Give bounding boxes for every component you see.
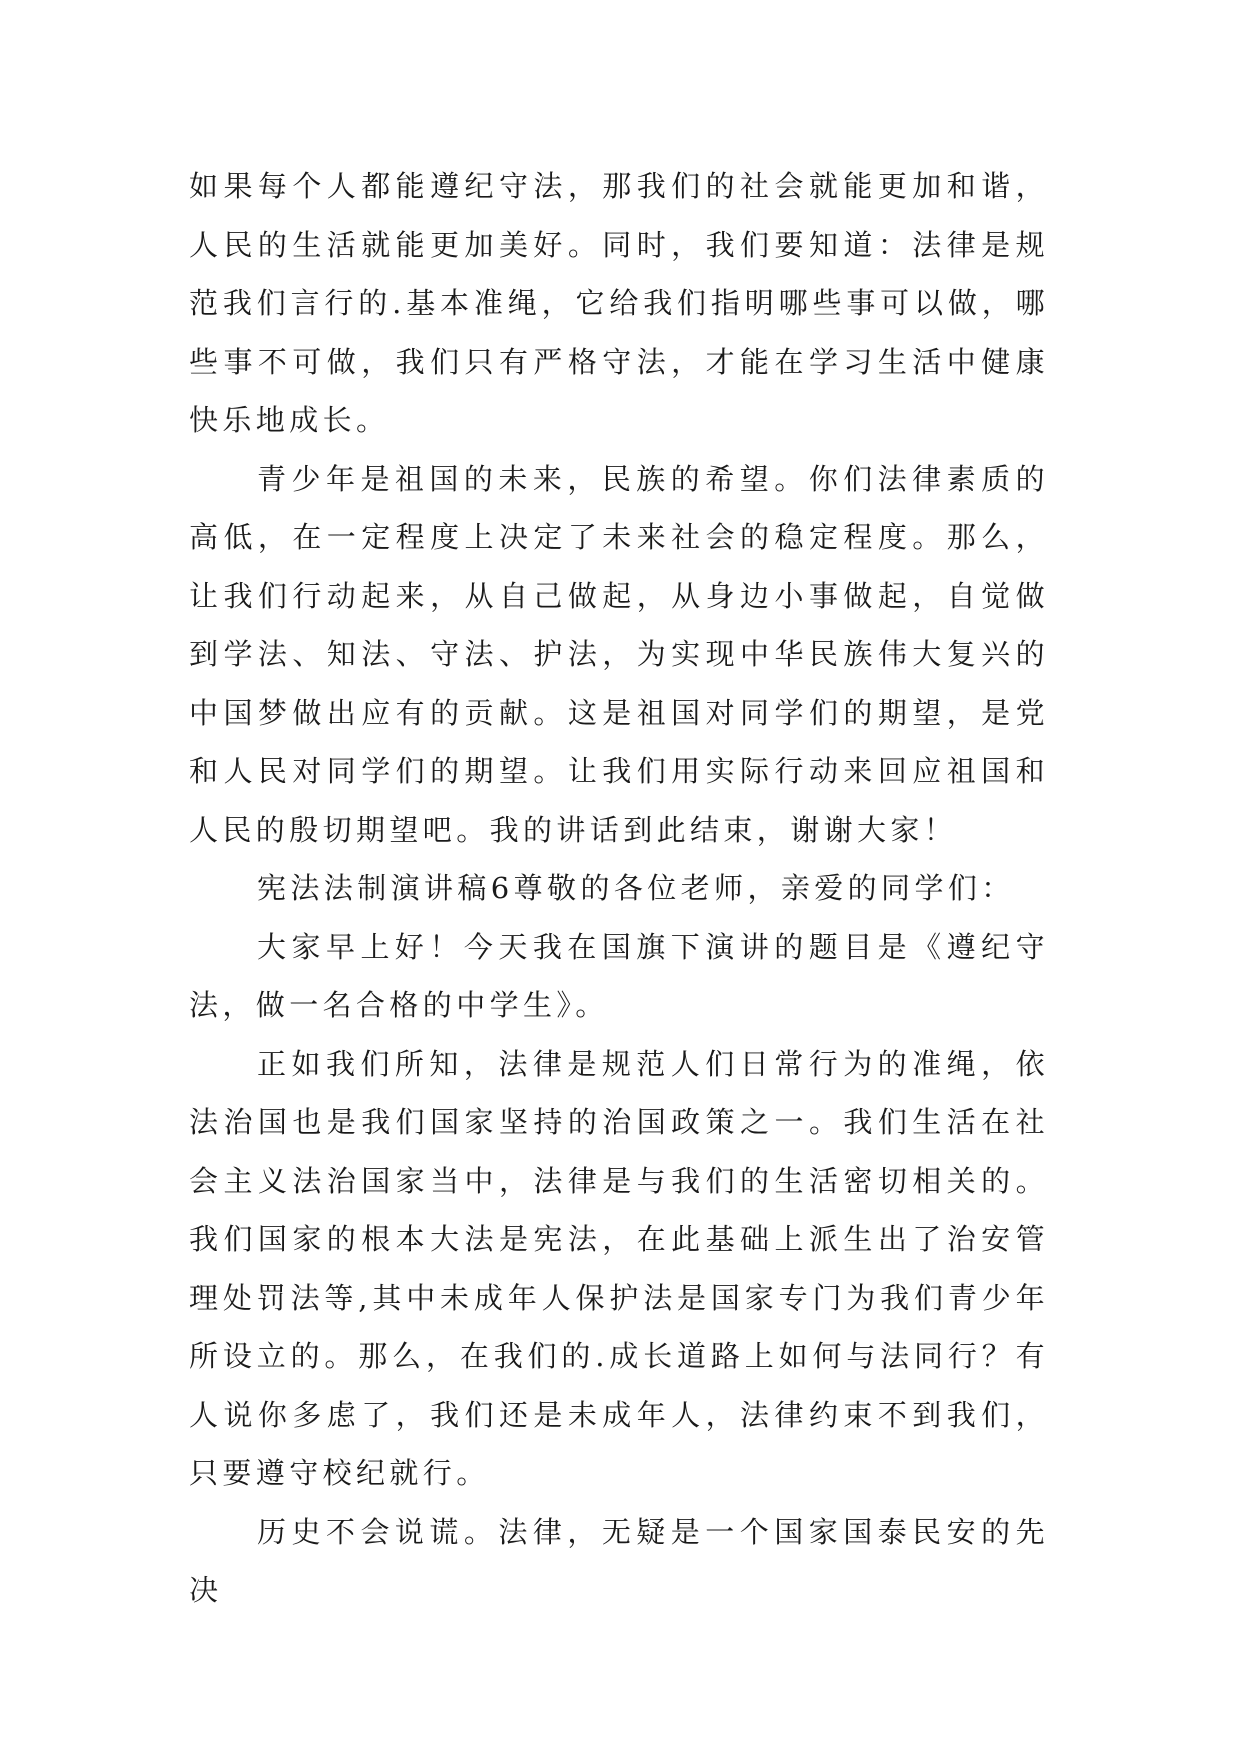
paragraph-2: 青少年是祖国的未来，民族的希望。你们法律素质的高低，在一定程度上决定了未来社会的稳定程度。那么，让我们行动起来，从自己做起，从身边小事做起，自觉做到学法、知法、守法、护法，为实现中华民族伟大复兴的中国梦做出应有的贡献。这是祖国对同学们的期望，是党和人民对同学们的期望。让我们用实际行动来回应祖国和人民的殷切期望吧。我的讲话到此结束，谢谢大家！ — [189, 461, 1049, 847]
paragraph-6: 历史不会说谎。法律，无疑是一个国家国泰民安的先决 — [189, 1514, 1049, 1607]
paragraph-1: 如果每个人都能遵纪守法，那我们的社会就能更加和谐，人民的生活就能更加美好。同时，我们要知道：法律是规范我们言行的.基本准绳，它给我们指明哪些事可以做，哪些事不可做，我们只有严格守法，才能在学习生活中健康快乐地成长。 — [189, 169, 1049, 437]
paragraph-5: 正如我们所知，法律是规范人们日常行为的准绳，依法治国也是我们国家坚持的治国政策之一。我们生活在社会主义法治国家当中，法律是与我们的生活密切相关的。我们国家的根本大法是宪法，在此基础上派生出了治安管理处罚法等,其中未成年人保护法是国家专门为我们青少年所设立的。那么，在我们的.成长道路上如何与法同行？有人说你多虑了，我们还是未成年人，法律约束不到我们，只要遵守校纪就行。 — [189, 1046, 1049, 1490]
document-body — [189, 157, 1049, 1620]
paragraph-4: 大家早上好！今天我在国旗下演讲的题目是《遵纪守法，做一名合格的中学生》。 — [189, 929, 1049, 1022]
paragraph-3-title-line: 宪法法制演讲稿6尊敬的各位老师，亲爱的同学们： — [257, 871, 1015, 905]
